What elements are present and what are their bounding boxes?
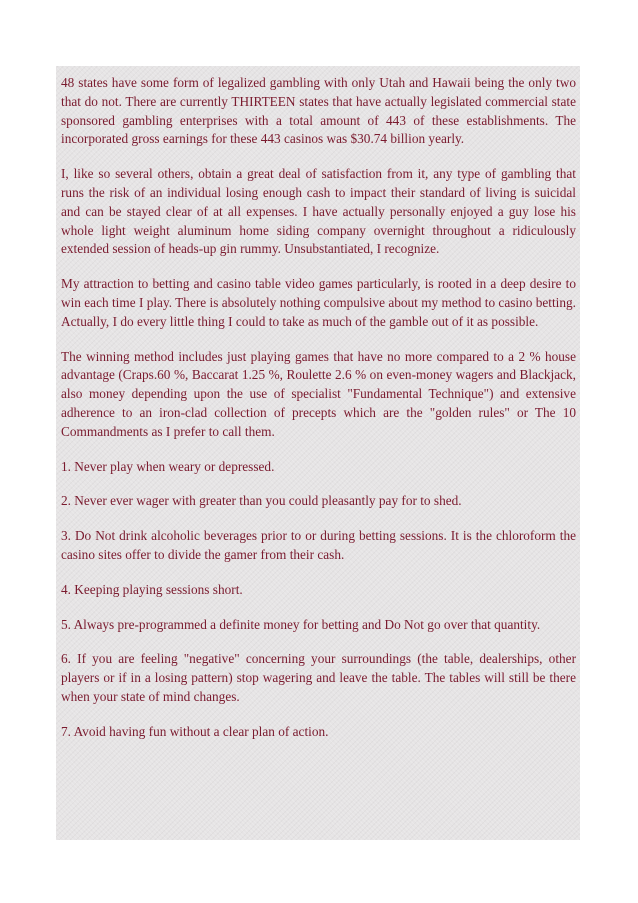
- rule-4: 4. Keeping playing sessions short.: [61, 581, 243, 597]
- rule-1: 1. Never play when weary or depressed.: [61, 458, 275, 474]
- paragraph-satisfaction: I, like so several others, obtain a great deal of satisfaction from it, any type of gambling that runs the risk of an individual losing enough cash to impact their standard of living is suicidal and can be stayed clear of at all expenses. I have actually personally enjoyed a guy lose his whole light weight aluminum home siding company overnight throughout a ridiculously extended session of heads-up gin rummy. Unsubstantiated, I recognize.: [61, 166, 576, 257]
- rule-6: 6. If you are feeling "negative" concerning your surroundings (the table, dealerships, other players or if in a losing pattern) stop wagering and leave the table. The tables will still be there when your state of mind changes.: [61, 651, 576, 704]
- rule-5: 5. Always pre-programmed a definite money for betting and Do Not go over that quantity.: [61, 616, 541, 632]
- rule-3: 3. Do Not drink alcoholic beverages prior to or during betting sessions. It is the chloroform the casino sites offer to divide the gamer from their cash.: [61, 528, 576, 562]
- text-panel: [56, 66, 580, 840]
- paragraph-winning-method: The winning method includes just playing games that have no more compared to a 2 % house advantage (Craps.60 %, Baccarat 1.25 %, Roulette 2.6 % on even-money wagers and Blackjack, also money depending upon the use of specialist "Fundamental Technique") and extensive adherence to an iron-clad collection of precepts which are the "golden rules" or The 10 Commandments as I prefer to call them.: [61, 348, 576, 439]
- rule-2: 2. Never ever wager with greater than you could pleasantly pay for to shed.: [61, 493, 462, 509]
- rule-7: 7. Avoid having fun without a clear plan of action.: [61, 723, 329, 739]
- paragraph-attraction: My attraction to betting and casino table video games particularly, is rooted in a deep desire to win each time I play. There is absolutely nothing compulsive about my method to casino betting. Actually, I do every little thing I could to take as much of the gamble out of it as possible.: [61, 276, 576, 329]
- paragraph-intro: 48 states have some form of legalized gambling with only Utah and Hawaii being the only two that do not. There are currently THIRTEEN states that have actually legislated commercial state sponsored gambling enterprises with a total amount of 443 of these establishments. The incorporated gross earnings for these 443 casinos was $30.74 billion yearly.: [61, 75, 576, 147]
